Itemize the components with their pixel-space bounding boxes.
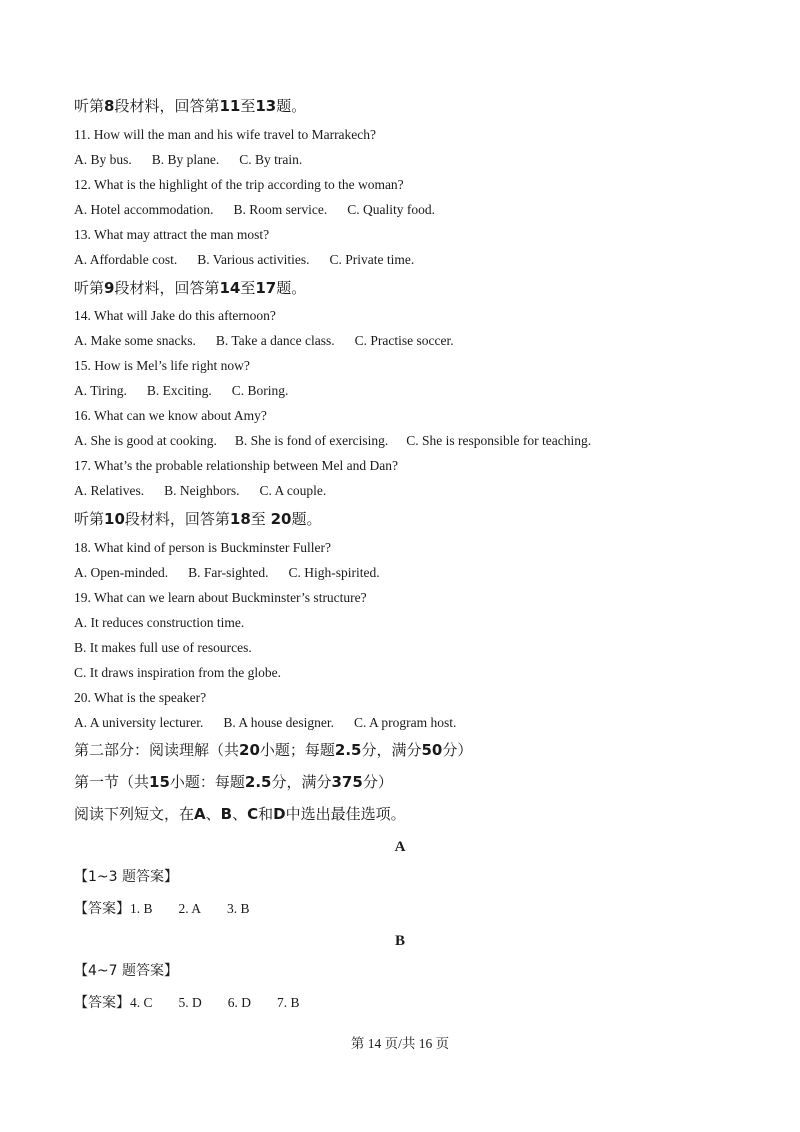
answer-label: 【答案】 <box>74 995 130 1011</box>
option-c: C. High-spirited. <box>288 565 380 580</box>
heading-text: 分，满分 <box>361 741 422 759</box>
instr-letter: C <box>247 805 259 823</box>
question-11: 11. How will the man and his wife travel to Marrakech? <box>74 127 377 142</box>
heading-text: 第一节（共 <box>74 773 150 791</box>
heading-number: 2.5 <box>334 741 362 759</box>
option-19-c: C. It draws inspiration from the globe. <box>74 665 281 680</box>
heading-number: 11 <box>219 97 241 115</box>
heading-text: 题。 <box>276 279 307 297</box>
options-12 <box>74 201 435 219</box>
option-c: C. Boring. <box>231 383 289 398</box>
section-9-heading <box>74 279 306 297</box>
answer-item: 3. B <box>227 901 250 916</box>
heading-text: 小题：每题 <box>169 773 245 791</box>
passage-b-range: 【4~7 题答案】 <box>74 963 178 979</box>
heading-number: 18 <box>229 510 251 528</box>
option-c: C. By train. <box>239 152 303 167</box>
option-b: B. She is fond of exercising. <box>234 433 389 448</box>
option-a: A. Affordable cost. <box>74 252 178 267</box>
answer-item: 6. D <box>227 995 252 1010</box>
heading-text: 分，满分 <box>271 773 332 791</box>
answer-item: 7. B <box>277 995 300 1010</box>
option-b: B. Neighbors. <box>164 483 240 498</box>
answer-item: 2. A <box>178 901 202 916</box>
options-15 <box>74 382 288 400</box>
option-b: B. A house designer. <box>223 715 334 730</box>
instr-letter: A <box>194 805 206 823</box>
heading-number: 50 <box>421 741 443 759</box>
heading-number: 20 <box>270 510 292 528</box>
instr-letter: B <box>220 805 233 823</box>
section-10-heading <box>74 510 321 528</box>
heading-text: 听第 <box>74 279 105 297</box>
heading-number: 375 <box>331 773 363 791</box>
option-a: A. By bus. <box>74 152 132 167</box>
question-14: 14. What will Jake do this afternoon? <box>74 308 276 323</box>
heading-text: 题。 <box>291 510 322 528</box>
heading-text: 第二部分：阅读理解（共 <box>74 741 240 759</box>
instr-text: 、 <box>232 805 248 823</box>
heading-text: 小题；每题 <box>259 741 335 759</box>
section-8-heading <box>74 97 306 115</box>
heading-number: 2.5 <box>244 773 272 791</box>
options-13 <box>74 251 414 269</box>
instr-text: 阅读下列短文，在 <box>74 805 195 823</box>
question-19: 19. What can we learn about Buckminster’s structure? <box>74 590 367 605</box>
option-c: C. She is responsible for teaching. <box>406 433 592 448</box>
question-18: 18. What kind of person is Buckminster Fuller? <box>74 540 331 555</box>
heading-number: 10 <box>104 510 125 528</box>
passage-a-title: A <box>394 839 406 855</box>
heading-text: 至 <box>240 97 256 115</box>
question-15: 15. How is Mel’s life right now? <box>74 358 250 373</box>
instr-text: 、 <box>205 805 221 823</box>
option-a: A. She is good at cooking. <box>74 433 217 448</box>
question-20: 20. What is the speaker? <box>74 690 207 705</box>
heading-text: 分） <box>442 741 473 759</box>
heading-text: 段材料，回答第 <box>114 279 220 297</box>
instr-letter: D <box>273 805 286 823</box>
heading-text: 听第 <box>74 97 105 115</box>
passage-b-answers <box>74 994 300 1012</box>
question-12: 12. What is the highlight of the trip according to the woman? <box>74 177 404 192</box>
question-16: 16. What can we know about Amy? <box>74 408 267 423</box>
question-17: 17. What’s the probable relationship between Mel and Dan? <box>74 458 399 473</box>
option-19-b: B. It makes full use of resources. <box>74 640 252 655</box>
option-b: B. Various activities. <box>197 252 310 267</box>
heading-number: 17 <box>255 279 277 297</box>
options-14 <box>74 332 454 350</box>
heading-text: 听第 <box>74 510 105 528</box>
option-b: B. By plane. <box>151 152 220 167</box>
answer-item: 1. B <box>130 901 153 916</box>
options-17 <box>74 482 326 500</box>
option-a: A. Make some snacks. <box>74 333 196 348</box>
instr-text: 和 <box>258 805 274 823</box>
options-11 <box>74 151 302 169</box>
option-b: B. Room service. <box>233 202 328 217</box>
option-c: C. Quality food. <box>347 202 435 217</box>
heading-number: 9 <box>104 279 115 297</box>
instructions <box>74 805 406 823</box>
heading-number: 15 <box>149 773 170 791</box>
option-c: C. A couple. <box>259 483 327 498</box>
heading-text: 分） <box>362 773 393 791</box>
answer-label: 【答案】 <box>74 901 130 917</box>
part-2-heading <box>74 741 472 759</box>
answer-item: 5. D <box>178 995 202 1010</box>
section-1-heading <box>74 773 393 791</box>
heading-text: 段材料，回答第 <box>124 510 230 528</box>
option-a: A. Relatives. <box>74 483 145 498</box>
options-16 <box>74 432 591 450</box>
heading-text: 至 <box>250 510 266 528</box>
option-b: B. Exciting. <box>146 383 212 398</box>
option-19-a: A. It reduces construction time. <box>74 615 245 630</box>
heading-number: 14 <box>219 279 241 297</box>
heading-text: 段材料，回答第 <box>114 97 220 115</box>
passage-a-range: 【1~3 题答案】 <box>74 869 178 885</box>
passage-b-title: B <box>394 933 405 949</box>
heading-text: 至 <box>240 279 256 297</box>
instr-text: 中选出最佳选项。 <box>285 805 406 823</box>
heading-number: 13 <box>255 97 277 115</box>
option-c: C. Practise soccer. <box>354 333 454 348</box>
option-b: B. Take a dance class. <box>215 333 335 348</box>
heading-number: 20 <box>239 741 260 759</box>
option-b: B. Far-sighted. <box>188 565 269 580</box>
option-c: C. Private time. <box>329 252 415 267</box>
option-a: A. A university lecturer. <box>74 715 204 730</box>
option-a: A. Hotel accommodation. <box>74 202 214 217</box>
heading-text: 题。 <box>276 97 307 115</box>
option-a: A. Tiring. <box>74 383 127 398</box>
option-a: A. Open-minded. <box>74 565 169 580</box>
heading-number: 8 <box>104 97 115 115</box>
option-c: C. A program host. <box>353 715 457 730</box>
answer-item: 4. C <box>130 995 153 1010</box>
options-18 <box>74 564 380 582</box>
page-footer: 第 14 页/共 16 页 <box>350 1036 450 1051</box>
options-20 <box>74 714 456 732</box>
question-13: 13. What may attract the man most? <box>74 227 270 242</box>
passage-a-answers <box>74 900 250 918</box>
